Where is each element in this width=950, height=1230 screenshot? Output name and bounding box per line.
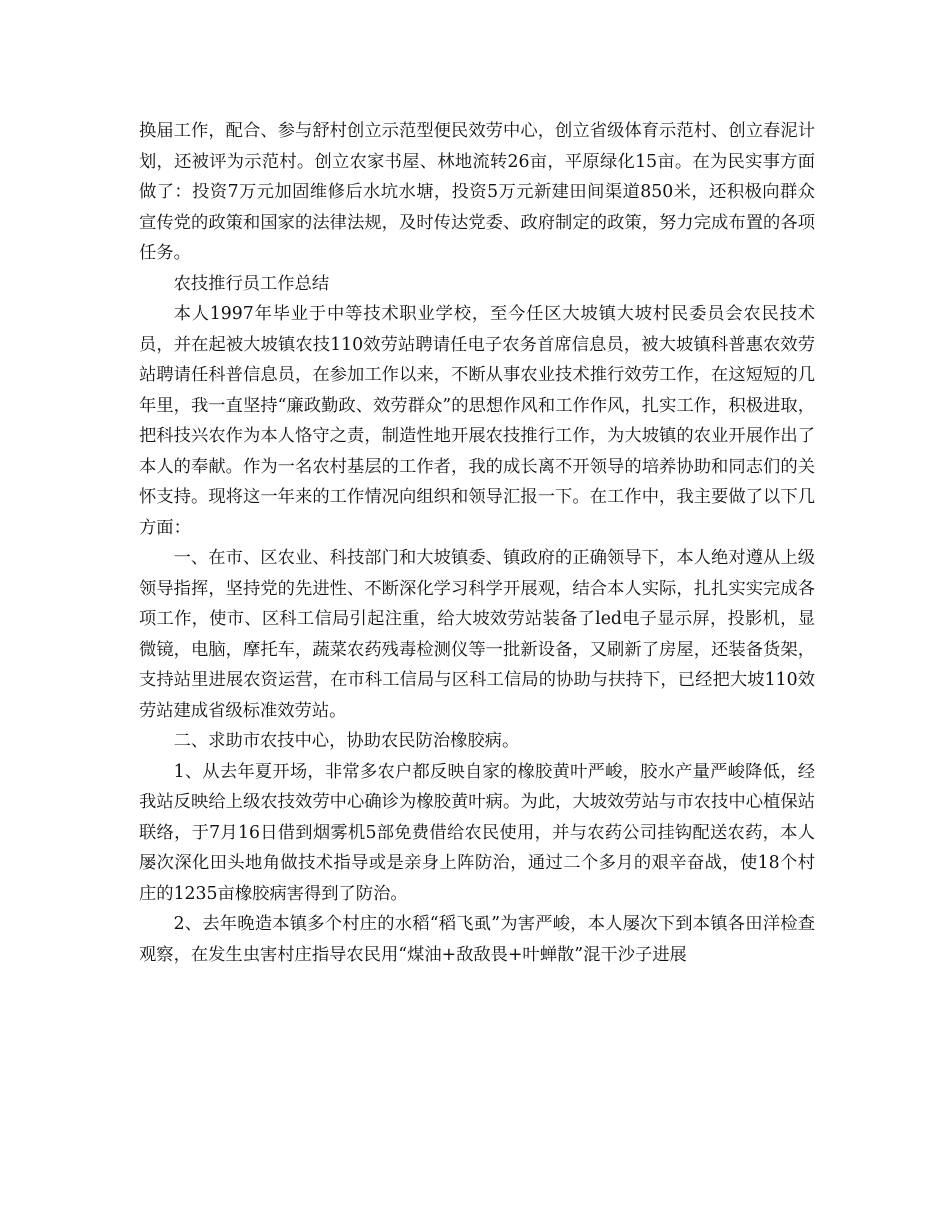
paragraph-village-work-continued: 换届工作，配合、参与舒村创立示范型便民效劳中心，创立省级体育示范村、创立春泥计划，还被评为示范村。创立农家书屋、林地流转26亩，平原绿化15亩。在为民实事方面做了：投资7万元加固维修后水坑水塘，投资5万元新建田间渠道850米，还积极向群众宣传党的政策和国家的法律法规，及时传达党委、政府制定的政策，努力完成布置的各项任务。	[139, 121, 815, 263]
section-heading-agri-tech-summary: 农技推行员工作总结	[173, 273, 330, 294]
paragraph-rubber-disease-control: 1、从去年夏开场，非常多农户都反映自家的橡胶黄叶严峻，胶水产量严峻降低，经我站反映给上级农技效劳中心确诊为橡胶黄叶病。为此，大坡效劳站与市农技中心植保站联络，于7月16日借到烟雾机5部免费借给农民使用，并与农药公司挂钩配送农药，本人屡次深化田头地角做技术指导或是亲身上阵防治，通过二个多月的艰辛奋战，使18个村庄的1235亩橡胶病害得到了防治。	[139, 761, 815, 904]
paragraph-rice-planthopper: 2、去年晚造本镇多个村庄的水稻“稻飞虱”为害严峻，本人屡次下到本镇各田洋检查观察，在发生虫害村庄指导农民用“煤油+敌敌畏+叶蝉散”混干沙子进展	[139, 914, 815, 965]
paragraph-personal-introduction: 本人1997年毕业于中等技术职业学校，至今任区大坡镇大坡村民委员会农民技术员，并在起被大坡镇农技110效劳站聘请任电子农务首席信息员，被大坡镇科普惠农效劳站聘请任科普信息员，在参加工作以来，不断从事农业技术推行效劳工作，在这短短的几年里，我一直坚持“廉政勤政、效劳群众”的思想作风和工作作风，扎实工作，积极进取，把科技兴农作为本人恪守之责，制造性地开展农技推行工作，为大坡镇的农业开展作出了本人的奉献。作为一名农村基层的工作者，我的成长离不开领导的培养协助和同志们的关怀支持。现将这一年来的工作情况向组织和领导汇报一下。在工作中，我主要做了以下几方面：	[139, 304, 815, 538]
paragraph-point-one-leadership: 一、在市、区农业、科技部门和大坡镇委、镇政府的正确领导下，本人绝对遵从上级领导指挥，坚持党的先进性、不断深化学习科学开展观，结合本人实际，扎扎实实完成各项工作，使市、区科工信局引起注重，给大坡效劳站装备了led电子显示屏，投影机，显微镜，电脑，摩托车，蔬菜农药残毒检测仪等一批新设备，又刷新了房屋，还装备货架，支持站里进展农资运营，在市科工信局与区科工信局的协助与扶持下，已经把大坡110效劳站建成省级标准效劳站。	[139, 548, 815, 721]
document-body	[139, 116, 815, 970]
paragraph-point-two-heading: 二、求助市农技中心，协助农民防治橡胶病。	[173, 731, 520, 751]
